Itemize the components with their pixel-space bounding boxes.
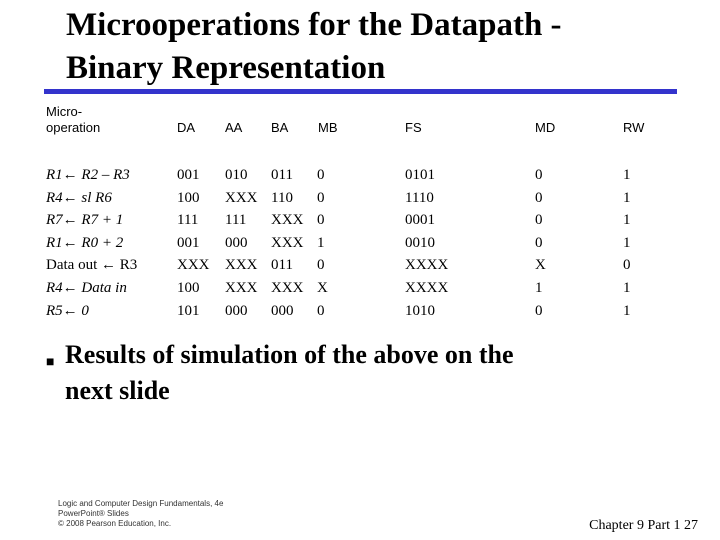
cell-fs: 1010 bbox=[405, 302, 435, 319]
header-ba: BA bbox=[271, 120, 289, 135]
column-microoperation bbox=[46, 164, 137, 322]
cell-aa: 111 bbox=[225, 212, 247, 229]
cell-da: 001 bbox=[177, 234, 200, 251]
bullet-line1: Results of simulation of the above on the bbox=[65, 340, 514, 369]
cell-md: 0 bbox=[535, 189, 543, 206]
bullet-line2: next slide bbox=[65, 376, 170, 405]
column-ba bbox=[271, 164, 304, 322]
footer-line2: PowerPoint® Slides bbox=[58, 509, 129, 518]
cell-md: 0 bbox=[535, 302, 543, 319]
cell-aa: 000 bbox=[225, 302, 248, 319]
cell-da: 001 bbox=[177, 167, 200, 183]
table-row-op: R4← Data in bbox=[46, 279, 127, 296]
table-row-op: R7← R7 + 1 bbox=[46, 212, 124, 229]
square-bullet-icon: ■ bbox=[46, 355, 55, 370]
header-micro-line1: Micro- bbox=[46, 104, 83, 119]
publisher-footer bbox=[58, 499, 223, 529]
cell-ba: 000 bbox=[271, 302, 294, 319]
cell-fs: 0001 bbox=[405, 212, 435, 229]
cell-mb: 0 bbox=[317, 212, 325, 229]
table-row-op: R1← R0 + 2 bbox=[46, 234, 124, 251]
cell-mb: 0 bbox=[317, 189, 325, 206]
column-md bbox=[535, 164, 546, 322]
cell-ba: XXX bbox=[271, 279, 304, 296]
cell-da: 100 bbox=[177, 189, 200, 206]
cell-rw: 1 bbox=[623, 167, 631, 183]
table-row-op: R1← R2 – R3 bbox=[46, 167, 130, 183]
cell-rw: 1 bbox=[623, 302, 631, 319]
cell-fs: 0010 bbox=[405, 234, 435, 251]
cell-da: XXX bbox=[177, 257, 210, 274]
cell-ba: XXX bbox=[271, 212, 304, 229]
cell-md: 0 bbox=[535, 212, 543, 229]
cell-mb: X bbox=[317, 279, 328, 296]
cell-aa: XXX bbox=[225, 257, 258, 274]
cell-mb: 1 bbox=[317, 234, 325, 251]
footer-line3: © 2008 Pearson Education, Inc. bbox=[58, 519, 172, 528]
header-micro-line2: operation bbox=[46, 120, 101, 135]
header-fs: FS bbox=[405, 120, 422, 135]
cell-fs: XXXX bbox=[405, 279, 449, 296]
cell-mb: 0 bbox=[317, 302, 325, 319]
cell-rw: 1 bbox=[623, 212, 631, 229]
column-mb bbox=[317, 164, 328, 322]
header-md: MD bbox=[535, 120, 556, 135]
cell-md: 0 bbox=[535, 167, 543, 183]
cell-fs: 1110 bbox=[405, 189, 434, 206]
header-da: DA bbox=[177, 120, 196, 135]
cell-aa: 010 bbox=[225, 167, 248, 183]
cell-aa: 000 bbox=[225, 234, 248, 251]
cell-da: 111 bbox=[177, 212, 199, 229]
slide-title-line1: Microoperations for the Datapath - bbox=[66, 7, 562, 43]
cell-md: 1 bbox=[535, 279, 543, 296]
table-row-op: R5← 0 bbox=[46, 302, 89, 319]
header-aa: AA bbox=[225, 120, 243, 135]
cell-da: 101 bbox=[177, 302, 200, 319]
header-microoperation bbox=[46, 104, 100, 136]
cell-fs: 0101 bbox=[405, 167, 435, 183]
cell-ba: 011 bbox=[271, 167, 293, 183]
cell-ba: 011 bbox=[271, 257, 293, 274]
cell-md: X bbox=[535, 257, 546, 274]
column-da bbox=[177, 164, 210, 322]
column-fs bbox=[405, 164, 448, 322]
slide-title-line2: Binary Representation bbox=[66, 50, 386, 86]
cell-fs: XXXX bbox=[405, 257, 449, 274]
header-mb: MB bbox=[318, 120, 338, 135]
cell-md: 0 bbox=[535, 234, 543, 251]
cell-ba: 110 bbox=[271, 189, 293, 206]
slide-title bbox=[66, 4, 686, 90]
cell-da: 100 bbox=[177, 279, 200, 296]
footer-line1: Logic and Computer Design Fundamentals, 4e bbox=[58, 499, 224, 508]
cell-rw: 0 bbox=[623, 257, 631, 274]
table-row-op: Data out ← R3 bbox=[46, 257, 138, 274]
cell-mb: 0 bbox=[317, 257, 325, 274]
title-divider bbox=[44, 89, 677, 94]
slide-number: Chapter 9 Part 1 27 bbox=[589, 518, 698, 533]
cell-aa: XXX bbox=[225, 279, 258, 296]
column-rw bbox=[623, 164, 631, 322]
bullet-point bbox=[46, 337, 666, 409]
cell-ba: XXX bbox=[271, 234, 304, 251]
cell-aa: XXX bbox=[225, 189, 258, 206]
header-rw: RW bbox=[623, 120, 645, 135]
cell-rw: 1 bbox=[623, 189, 631, 206]
table-row-op: R4← sl R6 bbox=[46, 189, 112, 206]
cell-rw: 1 bbox=[623, 279, 631, 296]
column-aa bbox=[225, 164, 258, 322]
cell-rw: 1 bbox=[623, 234, 631, 251]
cell-mb: 0 bbox=[317, 167, 325, 183]
